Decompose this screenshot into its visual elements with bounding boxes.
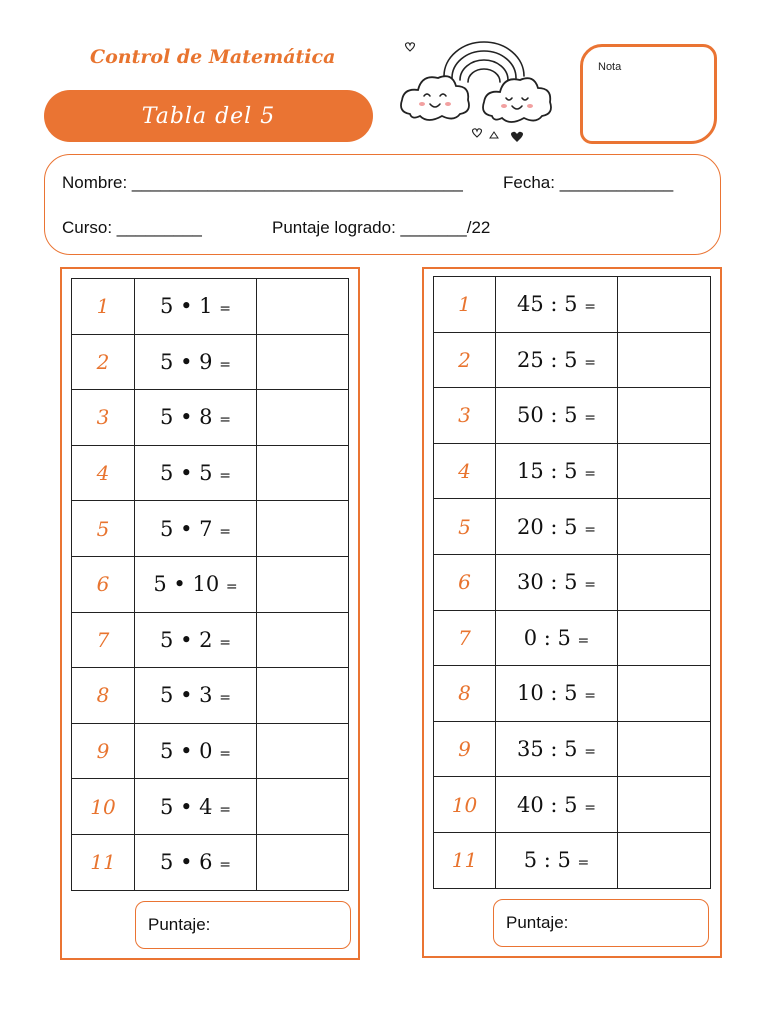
answer-cell[interactable] xyxy=(618,832,711,888)
exercise-number: 6 xyxy=(434,554,496,610)
division-row xyxy=(434,777,711,833)
expression-text: 5 : 5 xyxy=(523,848,571,873)
division-table xyxy=(433,276,711,889)
exercise-expression xyxy=(135,501,257,557)
exercise-expression xyxy=(135,723,257,779)
exercise-expression xyxy=(135,556,257,612)
expression-text: 5 • 8 xyxy=(160,405,213,430)
equals-sign: = xyxy=(219,857,231,874)
answer-cell[interactable] xyxy=(618,554,711,610)
equals-sign: = xyxy=(219,412,231,429)
division-row xyxy=(434,443,711,499)
answer-cell[interactable] xyxy=(257,723,349,779)
division-row xyxy=(434,554,711,610)
table-title-text: Tabla del 5 xyxy=(141,103,276,129)
exercise-number: 10 xyxy=(72,779,135,835)
exercise-number: 9 xyxy=(72,723,135,779)
multiplication-row xyxy=(72,501,349,557)
equals-sign: = xyxy=(577,855,590,872)
equals-sign: = xyxy=(584,799,596,816)
division-row xyxy=(434,610,711,666)
expression-text: 20 : 5 xyxy=(517,514,578,539)
answer-cell[interactable] xyxy=(618,443,711,499)
answer-cell[interactable] xyxy=(257,390,349,446)
answer-cell[interactable] xyxy=(618,499,711,555)
division-row xyxy=(434,666,711,722)
division-row xyxy=(434,499,711,555)
right-score-box[interactable] xyxy=(493,899,709,947)
exercise-number: 8 xyxy=(72,668,135,724)
answer-cell[interactable] xyxy=(618,777,711,833)
exercise-number: 5 xyxy=(434,499,496,555)
answer-cell[interactable] xyxy=(257,556,349,612)
expression-text: 5 • 2 xyxy=(160,627,213,652)
answer-cell[interactable] xyxy=(257,334,349,390)
expression-text: 5 • 7 xyxy=(160,516,213,541)
exercise-expression xyxy=(135,834,257,890)
exercise-number: 11 xyxy=(72,834,135,890)
equals-sign: = xyxy=(219,690,231,707)
equals-sign: = xyxy=(584,466,596,483)
exercise-number: 2 xyxy=(72,334,135,390)
exercise-expression xyxy=(496,388,618,444)
answer-cell[interactable] xyxy=(618,332,711,388)
equals-sign: = xyxy=(219,468,231,485)
expression-text: 5 • 0 xyxy=(160,739,213,764)
multiplication-row xyxy=(72,668,349,724)
answer-cell[interactable] xyxy=(257,779,349,835)
exercise-expression xyxy=(135,779,257,835)
answer-cell[interactable] xyxy=(257,834,349,890)
equals-sign: = xyxy=(219,523,231,540)
multiplication-row xyxy=(72,279,349,335)
exercise-expression xyxy=(496,777,618,833)
course-field[interactable]: Curso: _________ xyxy=(62,218,202,237)
exercise-number: 5 xyxy=(72,501,135,557)
answer-cell[interactable] xyxy=(618,277,711,333)
exercise-expression xyxy=(135,445,257,501)
exercise-expression xyxy=(135,668,257,724)
answer-cell[interactable] xyxy=(618,610,711,666)
exercise-expression xyxy=(496,610,618,666)
answer-cell[interactable] xyxy=(618,721,711,777)
multiplication-row xyxy=(72,334,349,390)
exercise-number: 3 xyxy=(72,390,135,446)
grade-label: Nota xyxy=(598,61,622,73)
equals-sign: = xyxy=(584,354,596,371)
expression-text: 45 : 5 xyxy=(517,292,578,317)
exercise-expression xyxy=(135,279,257,335)
multiplication-table xyxy=(71,278,349,891)
multiplication-row xyxy=(72,556,349,612)
left-score-label: Puntaje: xyxy=(148,915,211,934)
equals-sign: = xyxy=(219,634,231,651)
multiplication-row xyxy=(72,834,349,890)
division-row xyxy=(434,388,711,444)
exercise-number: 7 xyxy=(434,610,496,666)
expression-text: 10 : 5 xyxy=(517,681,578,706)
exercise-number: 4 xyxy=(72,445,135,501)
equals-sign: = xyxy=(219,801,231,818)
answer-cell[interactable] xyxy=(618,666,711,722)
exercise-expression xyxy=(135,334,257,390)
expression-text: 5 • 4 xyxy=(160,794,213,819)
student-info-box xyxy=(44,154,721,255)
exercise-number: 8 xyxy=(434,666,496,722)
exercise-expression xyxy=(496,721,618,777)
exercise-expression xyxy=(496,443,618,499)
answer-cell[interactable] xyxy=(257,612,349,668)
expression-text: 0 : 5 xyxy=(523,625,571,650)
division-row xyxy=(434,832,711,888)
exercise-number: 2 xyxy=(434,332,496,388)
expression-text: 40 : 5 xyxy=(517,792,578,817)
exercise-number: 9 xyxy=(434,721,496,777)
expression-text: 5 • 10 xyxy=(153,572,220,597)
equals-sign: = xyxy=(584,744,596,761)
equals-sign: = xyxy=(584,688,596,705)
division-row xyxy=(434,721,711,777)
grade-box[interactable] xyxy=(580,44,717,144)
expression-text: 5 • 5 xyxy=(160,461,213,486)
answer-cell[interactable] xyxy=(618,388,711,444)
exercise-expression xyxy=(135,390,257,446)
exercise-expression xyxy=(496,332,618,388)
expression-text: 15 : 5 xyxy=(517,459,578,484)
expression-text: 5 • 9 xyxy=(160,349,213,374)
clouds-rainbow-hearts-icon xyxy=(392,36,567,148)
expression-text: 25 : 5 xyxy=(517,347,578,372)
exercise-expression xyxy=(496,554,618,610)
expression-text: 5 • 6 xyxy=(160,850,213,875)
answer-cell[interactable] xyxy=(257,501,349,557)
expression-text: 30 : 5 xyxy=(517,570,578,595)
date-field[interactable]: Fecha: ____________ xyxy=(503,173,674,192)
name-field[interactable]: Nombre: ___________________________________ xyxy=(62,173,463,192)
right-score-label: Puntaje: xyxy=(506,913,569,932)
exercise-number: 1 xyxy=(434,277,496,333)
exercise-number: 10 xyxy=(434,777,496,833)
expression-text: 35 : 5 xyxy=(517,737,578,762)
expression-text: 50 : 5 xyxy=(517,403,578,428)
equals-sign: = xyxy=(219,301,231,318)
score-achieved-field[interactable]: Puntaje logrado: _______/22 xyxy=(272,218,491,237)
exercise-expression xyxy=(135,612,257,668)
multiplication-row xyxy=(72,390,349,446)
equals-sign: = xyxy=(584,577,596,594)
worksheet-title: Control de Matemática xyxy=(90,46,336,68)
equals-sign: = xyxy=(584,299,596,316)
division-row xyxy=(434,277,711,333)
answer-cell[interactable] xyxy=(257,668,349,724)
exercise-expression xyxy=(496,499,618,555)
expression-text: 5 • 3 xyxy=(160,683,213,708)
exercise-number: 3 xyxy=(434,388,496,444)
multiplication-row xyxy=(72,779,349,835)
multiplication-row xyxy=(72,445,349,501)
equals-sign: = xyxy=(219,746,231,763)
exercise-number: 11 xyxy=(434,832,496,888)
multiplication-row xyxy=(72,612,349,668)
table-title-banner xyxy=(44,90,373,142)
exercise-number: 6 xyxy=(72,556,135,612)
equals-sign: = xyxy=(225,579,238,596)
exercise-number: 4 xyxy=(434,443,496,499)
answer-cell[interactable] xyxy=(257,279,349,335)
multiplication-row xyxy=(72,723,349,779)
exercise-number: 1 xyxy=(72,279,135,335)
equals-sign: = xyxy=(577,632,590,649)
answer-cell[interactable] xyxy=(257,445,349,501)
exercise-expression xyxy=(496,666,618,722)
left-score-box[interactable] xyxy=(135,901,351,949)
equals-sign: = xyxy=(219,356,231,373)
division-row xyxy=(434,332,711,388)
equals-sign: = xyxy=(584,521,596,538)
expression-text: 5 • 1 xyxy=(160,294,213,319)
exercise-expression xyxy=(496,832,618,888)
equals-sign: = xyxy=(584,410,596,427)
exercise-number: 7 xyxy=(72,612,135,668)
exercise-expression xyxy=(496,277,618,333)
